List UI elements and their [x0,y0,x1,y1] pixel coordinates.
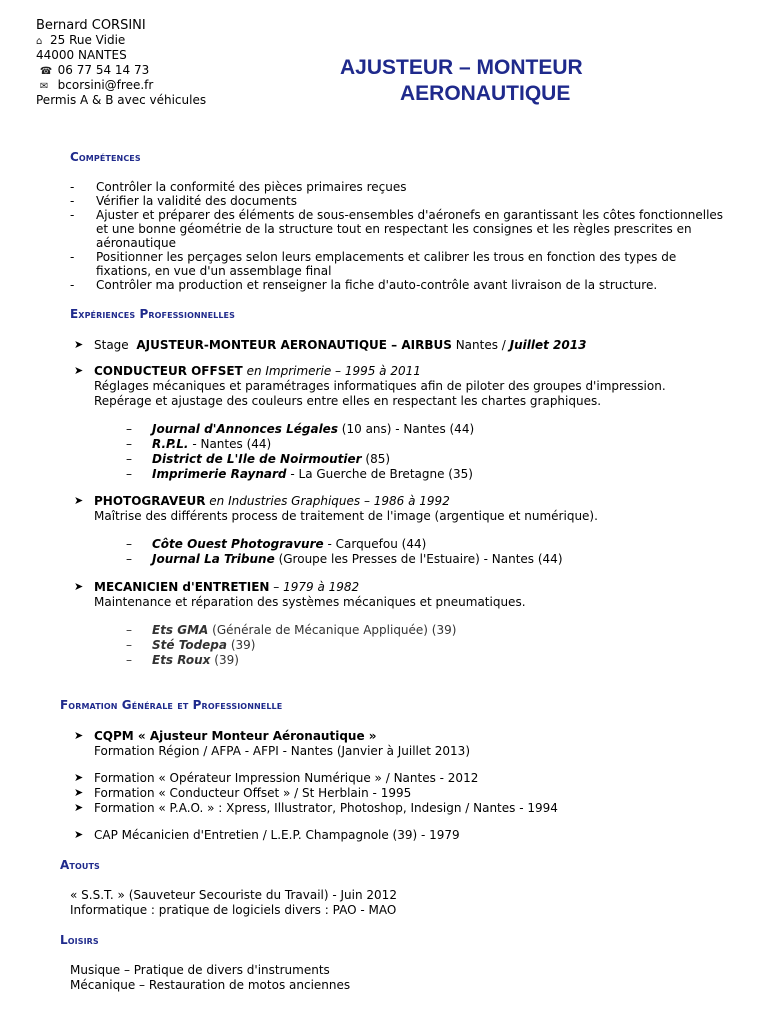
contact-block [36,18,206,108]
formation-item: ➤ Formation « P.A.O. » : Xpress, Illustrator, Photoshop, Indesign / Nantes - 1994 [74,801,558,815]
formation-item: ➤ Formation « Opérateur Impression Numérique » / Nantes - 2012 [74,771,479,785]
competences-heading: Compétences [70,150,141,164]
list-item: – Journal d'Annonces Légales (10 ans) - Nantes (44) [126,422,475,436]
contact-address: ⌂ 25 Rue Vidie [36,33,126,47]
experience-mecanicien: ➤ MECANICIEN d'ENTRETIEN – 1979 à 1982 Maintenance et réparation des systèmes mécaniques et pneumatiques. [74,580,526,609]
page-title-line2: AERONAUTIQUE [400,82,571,105]
experiences-heading: Expériences Professionnelles [70,307,235,321]
list-item: - Positionner les perçages selon leurs emplacements et calibrer les trous en fonction des types de fixations, en vue d'un assemblage final [70,250,677,278]
phone-icon: ☎ [39,66,53,77]
list-item: – R.P.L. - Nantes (44) [126,437,272,451]
formation-cqpm: ➤ CQPM « Ajusteur Monteur Aéronautique » Formation Région / AFPA - AFPI - Nantes (Janvier à Juillet 2013) [74,729,471,758]
atouts-text: « S.S.T. » (Sauveteur Secouriste du Travail) - Juin 2012 Informatique : pratique de logiciels divers : PAO - MAO [70,888,397,917]
house-icon: ⌂ [36,36,43,47]
list-item: – Ets GMA (Générale de Mécanique Appliquée) (39) [126,623,457,637]
loisirs-text: Musique – Pratique de divers d'instruments Mécanique – Restauration de motos anciennes [70,963,351,992]
list-item: - Ajuster et préparer des éléments de sous-ensembles d'aéronefs en garantissant les côtes fonctionnelles et une bonne géométrie de la structure tout en respectant les consignes et les règles prescrites en aéronautique [70,208,724,250]
page-title-line1: AJUSTEUR – MONTEUR [340,56,583,79]
contact-email: ✉ bcorsini@free.fr [39,78,154,92]
meca-employers [126,623,456,668]
list-item: – Imprimerie Raynard - La Guerche de Bretagne (35) [126,467,473,481]
arrow-icon: ➤ [74,364,84,377]
competences-list [70,180,730,292]
list-item: – District de L'Ile de Noirmoutier (85) [126,452,391,466]
atouts-heading: Atouts [60,858,100,872]
loisirs-heading: Loisirs [60,933,99,947]
list-item: - Contrôler ma production et renseigner la fiche d'auto-contrôle avant livraison de la structure. [70,278,658,292]
experience-offset: ➤ CONDUCTEUR OFFSET en Imprimerie – 1995 à 2011 Réglages mécaniques et paramétrages informatiques afin de piloter des groupes d'impression. Repérage et ajustage des couleurs entre elles en respectant les chartes graphiques. [74,364,666,408]
formation-cap: ➤ CAP Mécanicien d'Entretien / L.E.P. Champagnole (39) - 1979 [74,828,460,842]
contact-license: Permis A & B avec véhicules [36,93,207,107]
experience-stage: ➤ Stage AJUSTEUR-MONTEUR AERONAUTIQUE – AIRBUS Nantes / Juillet 2013 [74,338,587,352]
arrow-icon: ➤ [74,338,84,351]
list-item: - Vérifier la validité des documents [70,194,297,208]
arrow-icon: ➤ [74,729,84,742]
arrow-icon: ➤ [74,801,84,814]
offset-employers [126,422,474,482]
contact-city: 44000 NANTES [36,48,127,62]
photo-employers [126,537,563,567]
arrow-icon: ➤ [74,786,84,799]
contact-phone: ☎ 06 77 54 14 73 [39,63,150,77]
arrow-icon: ➤ [74,828,84,841]
envelope-icon: ✉ [39,81,49,92]
formation-heading: Formation Générale et Professionnelle [60,698,283,712]
contact-name: Bernard CORSINI [36,18,146,33]
arrow-icon: ➤ [74,771,84,784]
list-item: - Contrôler la conformité des pièces primaires reçues [70,180,407,194]
list-item: – Côte Ouest Photogravure - Carquefou (44) [126,537,427,551]
list-item: – Sté Todepa (39) [126,638,256,652]
arrow-icon: ➤ [74,580,84,593]
formation-item: ➤ Formation « Conducteur Offset » / St Herblain - 1995 [74,786,412,800]
list-item: – Journal La Tribune (Groupe les Presses de l'Estuaire) - Nantes (44) [126,552,563,566]
experience-photograveur: ➤ PHOTOGRAVEUR en Industries Graphiques – 1986 à 1992 Maîtrise des différents process de traitement de l'image (argentique et numérique). [74,494,598,523]
arrow-icon: ➤ [74,494,84,507]
list-item: – Ets Roux (39) [126,653,239,667]
